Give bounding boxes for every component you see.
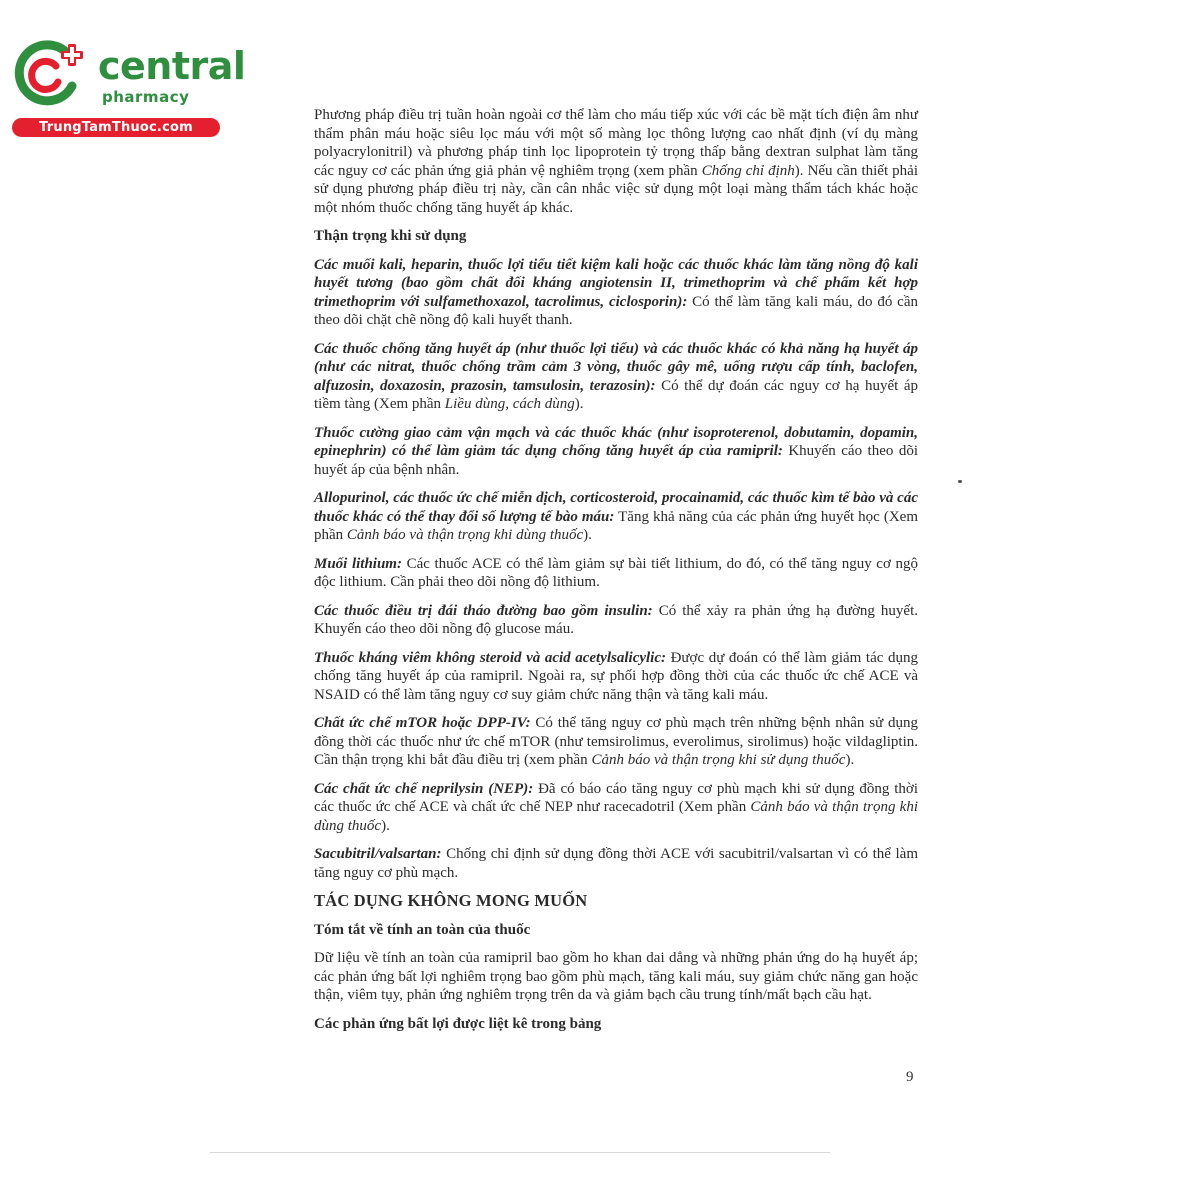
logo-site-banner: TrungTamThuoc.com (12, 118, 220, 137)
interaction-ref: Cảnh báo và thận trọng khi sử dụng thuốc (591, 752, 846, 768)
interaction-text: Có thể xảy ra phản ứng hạ đường huyết. Khuyến cáo theo dõi nồng độ glucose máu. (314, 602, 918, 637)
interaction-paragraph (314, 424, 918, 480)
interaction-text: Các thuốc ACE có thể làm giảm sự bài tiết lithium, do đó, có thể tăng nguy cơ ngộ độc lithium. Cần phải theo dõi nồng độ lithium. (314, 555, 918, 590)
interaction-label: Các chất ức chế neprilysin (NEP): (314, 780, 534, 797)
caution-heading: Thận trọng khi sử dụng (314, 228, 467, 244)
interaction-paragraph (314, 256, 918, 330)
interaction-text-end: ). (583, 527, 592, 543)
interaction-label: Sacubitril/valsartan: (314, 846, 442, 862)
interaction-label: Thuốc cường giao cảm vận mạch và các thuốc khác (như isoproterenol, dobutamin, dopamin, epinephrin) có thể làm giảm tác dụng chống tăng huyết áp của ramipril: (314, 424, 918, 459)
interaction-text: Đã có báo cáo tăng nguy cơ phù mạch khi sử dụng đồng thời các thuốc ức chế ACE và chất ức chế NEP như racecadotril (Xem phần (314, 780, 919, 815)
interaction-label: Các thuốc chống tăng huyết áp (như thuốc lợi tiểu) và các thuốc khác có khả năng hạ huyết áp (như các nitrat, thuốc chống trầm cảm 3 vòng, thuốc gây mê, uống rượu cấp tính, baclofen, alfuzosin, doxazosin, prazosin, tamsulosin, terazosin): (314, 340, 918, 394)
intro-text: Phương pháp điều trị tuần hoàn ngoài cơ thể làm cho máu tiếp xúc với các bề mặt tích điện âm như thẩm phân máu hoặc siêu lọc máu với một số màng lọc thông lượng cao nhất định (ví dụ màng polyacrylonitril) và phương pháp tinh lọc lipoprotein tỷ trọng thấp bằng dextran sulphat làm tăng các nguy cơ các phản ứng giả phản vệ nghiêm trọng (xem phần (314, 107, 918, 179)
section-title: TÁC DỤNG KHÔNG MONG MUỐN (314, 891, 588, 910)
intro-paragraph (314, 106, 918, 217)
interaction-text: Được dự đoán có thể làm giảm tác dụng chống tăng huyết áp của ramipril. Ngoài ra, sự phối hợp đồng thời của các thuốc ức chế ACE và NSAID có thể làm tăng nguy cơ suy giảm chức năng thận và tăng kali máu. (314, 649, 918, 703)
interaction-label: Các thuốc điều trị đái tháo đường bao gồm insulin: (314, 602, 653, 619)
interaction-label: Chất ức chế mTOR hoặc DPP-IV: (314, 715, 531, 731)
interaction-label: Thuốc kháng viêm không steroid và acid acetylsalicylic: (314, 649, 666, 666)
interaction-ref: Cảnh báo và thận trọng khi dùng thuốc (346, 527, 584, 543)
interaction-text: Có thể dự đoán các nguy cơ hạ huyết áp tiềm tàng (Xem phần (314, 377, 918, 412)
pharmacy-logo-icon (10, 38, 92, 108)
intro-text-end: ). Nếu cần thiết phải sử dụng phương pháp điều trị này, cần cân nhắc việc sử dụng một loại màng thẩm tách khác hoặc một nhóm thuốc chống tăng huyết áp khác. (314, 162, 918, 216)
interaction-label: Muối lithium: (314, 555, 402, 572)
interaction-paragraph (314, 714, 918, 770)
safety-heading: Tóm tắt về tính an toàn của thuốc (314, 921, 531, 938)
document-body (314, 106, 918, 1043)
interaction-label: Allopurinol, các thuốc ức chế miễn dịch, corticosteroid, procainamid, các thuốc kìm tế bào và các thuốc khác có thể thay đổi số lượng tế bào máu: (314, 490, 918, 525)
interaction-ref: Cảnh báo và thận trọng khi dùng thuốc (314, 799, 918, 834)
scan-speck (958, 480, 962, 483)
interaction-label: Các muối kali, heparin, thuốc lợi tiểu tiết kiệm kali hoặc các thuốc khác làm tăng nồng độ kali huyết tương (bao gồm chất đối kháng angiotensin II, trimethoprim và chế phẩm kết hợp trimethoprim với sulfamethoxazol, tacrolimus, ciclosporin): (314, 256, 918, 310)
interaction-text: Chống chỉ định sử dụng đồng thời ACE với sacubitril/valsartan vì có thể làm tăng nguy cơ phù mạch. (314, 846, 918, 881)
logo-sub-name: pharmacy (102, 88, 190, 106)
interaction-paragraph (314, 845, 918, 882)
interaction-paragraph (314, 602, 918, 639)
interaction-text: Tăng khả năng của các phản ứng huyết học (Xem phần (314, 508, 918, 543)
safety-paragraph: Dữ liệu về tính an toàn của ramipril bao gồm ho khan dai dẳng và những phản ứng do hạ huyết áp; các phản ứng bất lợi nghiêm trọng bao gồm phù mạch, tăng kali máu, suy giảm chức năng gan hoặc thận, viêm tụy, phản ứng nghiêm trọng trên da và giảm bạch cầu trung tính/mất bạch cầu hạt. (314, 950, 918, 1003)
interaction-paragraph (314, 340, 918, 414)
interaction-text: Có thể tăng nguy cơ phù mạch trên những bệnh nhân sử dụng đồng thời các thuốc như ức chế mTOR (như temsirolimus, everolimus, sirolimus) hoặc vildagliptin. Cần thận trọng khi bắt đầu điều trị (xem phần (314, 715, 918, 768)
intro-ref: Chống chỉ định (701, 162, 795, 179)
interaction-text-end: ). (574, 396, 584, 412)
table-heading: Các phản ứng bất lợi được liệt kê trong bảng (314, 1015, 602, 1032)
interaction-text-end: ). (381, 817, 390, 834)
interaction-paragraph (314, 780, 918, 836)
interaction-paragraph (314, 649, 918, 705)
interaction-paragraph (314, 489, 918, 545)
page-number: 9 (906, 1069, 914, 1085)
interaction-text: Có thể làm tăng kali máu, do đó cần theo dõi chặt chẽ nồng độ kali huyết thanh. (314, 293, 919, 328)
logo-brand-name: central (98, 44, 246, 88)
footer-divider (210, 1152, 830, 1153)
interaction-ref: Liều dùng, cách dùng (444, 396, 575, 412)
interaction-paragraph (314, 555, 918, 592)
pharmacy-logo (10, 38, 246, 138)
interaction-text-end: ). (845, 752, 855, 768)
interaction-text: Khuyến cáo theo dõi huyết áp của bệnh nhân. (314, 443, 918, 478)
